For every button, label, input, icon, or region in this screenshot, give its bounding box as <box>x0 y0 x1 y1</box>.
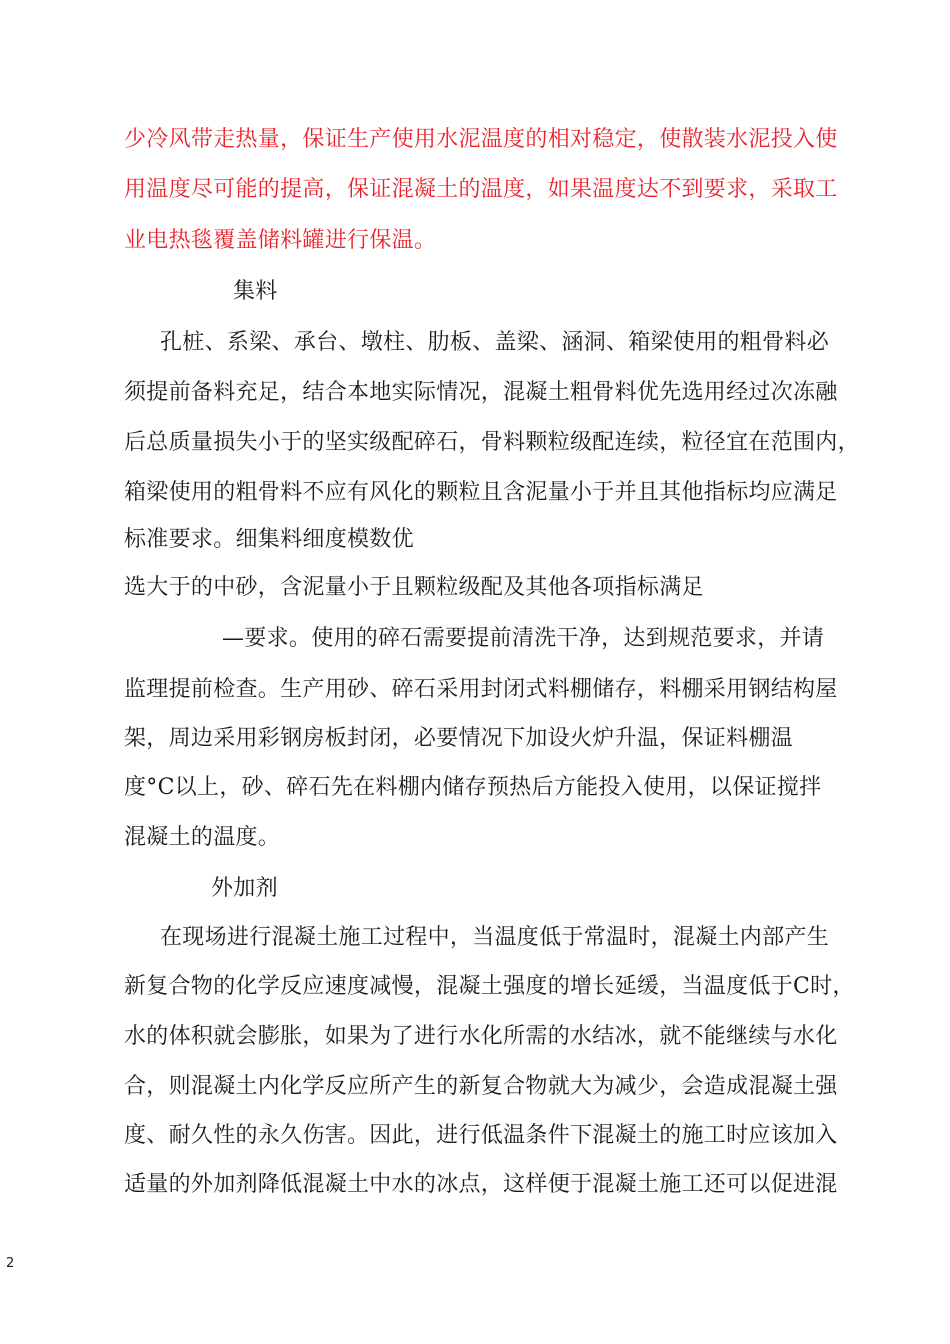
text-line: 业电热毯覆盖储料罐进行保温。 <box>124 228 437 253</box>
text-line: 用温度尽可能的提高，保证混凝土的温度，如果温度达不到要求，采取工 <box>124 177 838 202</box>
text-line: 标准要求。细集料细度模数优 <box>124 527 414 552</box>
text-line: 度°C以上，砂、碎石先在料棚内储存预热后方能投入使用，以保证搅拌 <box>124 775 822 800</box>
text-line: 新复合物的化学反应速度减慢，混凝土强度的增长延缓，当温度低于C时， <box>124 974 855 999</box>
section-heading: 集料 <box>233 279 278 304</box>
text-line: 合，则混凝土内化学反应所产生的新复合物就大为减少，会造成混凝土强 <box>124 1074 838 1099</box>
text-line: 少冷风带走热量，保证生产使用水泥温度的相对稳定，使散装水泥投入使 <box>124 127 838 152</box>
text-line: 须提前备料充足，结合本地实际情况，混凝土粗骨料优先选用经过次冻融 <box>124 380 838 405</box>
text-line: 度、耐久性的永久伤害。因此，进行低温条件下混凝土的施工时应该加入 <box>124 1123 838 1148</box>
text-line: 混凝土的温度。 <box>124 825 281 850</box>
text-line: 架，周边采用彩钢房板封闭，必要情况下加设火炉升温，保证料棚温 <box>124 726 794 751</box>
text-line: 适量的外加剂降低混凝土中水的冰点，这样便于混凝土施工还可以促进混 <box>124 1172 838 1197</box>
text-line: 孔桩、系梁、承台、墩柱、肋板、盖梁、涵洞、箱梁使用的粗骨料必 <box>160 330 830 355</box>
section-heading: 外加剂 <box>211 876 278 901</box>
text-line: 水的体积就会膨胀，如果为了进行水化所需的水结冰，就不能继续与水化 <box>124 1024 838 1049</box>
text-line: 后总质量损失小于的坚实级配碎石，骨料颗粒级配连续，粒径宜在范围内， <box>124 430 860 455</box>
text-line: 选大于的中砂，含泥量小于且颗粒级配及其他各项指标满足 <box>124 575 704 600</box>
text-line: 箱梁使用的粗骨料不应有风化的颗粒且含泥量小于并且其他指标均应满足 <box>124 480 838 505</box>
text-line: 监理提前检查。生产用砂、碎石采用封闭式料棚储存，料棚采用钢结构屋 <box>124 677 838 702</box>
text-line: —要求。使用的碎石需要提前清洗干净，达到规范要求，并请 <box>222 626 825 651</box>
page-number: 2 <box>6 1256 15 1271</box>
text-line: 在现场进行混凝土施工过程中，当温度低于常温时，混凝土内部产生 <box>160 925 830 950</box>
